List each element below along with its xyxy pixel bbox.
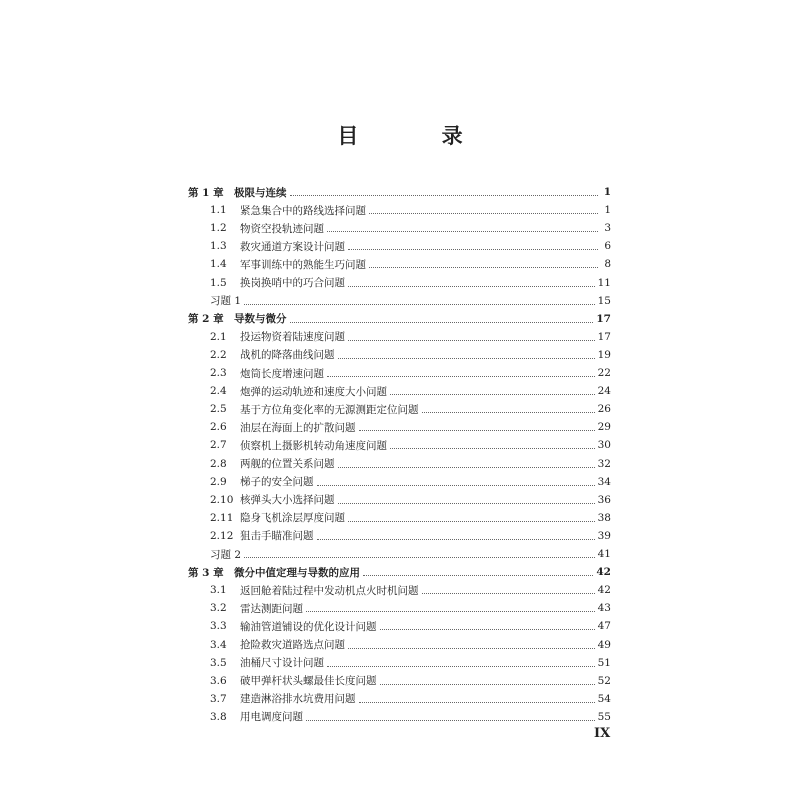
toc-leader-dots — [369, 266, 598, 268]
toc-leader-dots — [348, 647, 595, 649]
toc-entry-number: 3.4 — [210, 638, 227, 651]
toc-leader-dots — [359, 701, 595, 703]
toc-entry-page: 42 — [597, 584, 611, 597]
toc-entry-page: 51 — [597, 656, 611, 669]
toc-entry-title: 破甲弹杆状头螺最佳长度问题 — [240, 675, 377, 688]
toc-entry-page: 43 — [597, 602, 611, 615]
toc-entry-page: 49 — [597, 638, 611, 651]
toc-entry-number: 1.4 — [210, 258, 227, 271]
toc-entry-number: 2.9 — [210, 475, 227, 488]
toc-chapter-entry — [188, 563, 611, 581]
toc-entry-number: 2.8 — [210, 457, 227, 470]
toc-leader-dots — [348, 339, 595, 341]
toc-entry-title: 油层在海面上的扩散问题 — [240, 421, 356, 434]
toc-entry-page: 41 — [597, 548, 611, 560]
toc-entry-page: 52 — [597, 674, 611, 687]
toc-entry-title: 炮筒长度增速问题 — [240, 367, 324, 380]
toc-entry-number: 3.2 — [210, 602, 227, 615]
toc-section-entry — [210, 527, 611, 545]
toc-section-entry — [210, 581, 611, 599]
toc-leader-dots — [380, 683, 595, 685]
toc-entry-number: 3.5 — [210, 656, 227, 669]
toc-leader-dots — [290, 321, 594, 323]
toc-section-entry — [210, 328, 611, 346]
toc-section-entry — [210, 654, 611, 672]
toc-entry-number: 1.3 — [210, 240, 227, 253]
toc-entry-title: 雷达测距问题 — [240, 602, 303, 615]
toc-entry-title: 紧急集合中的路线选择问题 — [240, 204, 366, 217]
toc-entry-page: 54 — [597, 692, 611, 705]
toc-entry-number: 1.1 — [210, 204, 227, 217]
toc-section-entry — [210, 201, 611, 219]
toc-entry-page: 15 — [597, 294, 611, 307]
toc-entry-title: 投运物资着陆速度问题 — [240, 331, 345, 344]
toc-entry-page: 17 — [596, 312, 611, 325]
toc-entry-number: 第 1 章 — [188, 186, 224, 199]
toc-entry-title: 导数与微分 — [234, 313, 287, 326]
toc-entry-number: 3.8 — [210, 710, 227, 723]
toc-leader-dots — [380, 628, 595, 630]
toc-entry-number: 3.7 — [210, 692, 227, 705]
toc-entry-title: 战机的降落曲线问题 — [240, 349, 335, 362]
toc-entry-title: 建造淋浴排水坑费用问题 — [240, 693, 356, 706]
toc-entry-title: 救灾通道方案设计问题 — [240, 240, 345, 253]
toc-entry-number: 1.2 — [210, 222, 227, 235]
toc-section-entry — [210, 473, 611, 491]
toc-chapter-entry — [188, 310, 611, 328]
toc-section-entry — [210, 599, 611, 617]
toc-entry-title: 返回舱着陆过程中发动机点火时机问题 — [240, 584, 419, 597]
toc-leader-dots — [363, 574, 593, 576]
toc-entry-title: 炮弹的运动轨迹和速度大小问题 — [240, 385, 387, 398]
toc-entry-title: 用电调度问题 — [240, 711, 303, 724]
toc-entry-page: 29 — [597, 421, 611, 434]
toc-entry-title: 习题 1 — [210, 295, 242, 308]
toc-entry-number: 3.6 — [210, 674, 227, 687]
toc-section-entry — [210, 436, 611, 454]
toc-leader-dots — [317, 484, 595, 486]
toc-entry-page: 1 — [604, 204, 611, 217]
toc-entry-page: 42 — [596, 566, 611, 579]
toc-leader-dots — [317, 538, 595, 540]
toc-leader-dots — [359, 429, 595, 431]
toc-entry-title: 基于方位角变化率的无源测距定位问题 — [240, 403, 419, 416]
toc-entry-number: 1.5 — [210, 276, 227, 289]
toc-entry-title: 油桶尺寸设计问题 — [240, 657, 324, 670]
toc-leader-dots — [244, 303, 595, 305]
toc-entry-page: 17 — [597, 330, 611, 343]
toc-entry-title: 物资空投轨迹问题 — [240, 222, 324, 235]
toc-entry-title: 两舰的位置关系问题 — [240, 458, 335, 470]
toc-entry-page: 24 — [597, 385, 611, 398]
toc-section-entry — [210, 364, 611, 382]
toc-leader-dots — [338, 502, 595, 504]
toc-leader-dots — [390, 447, 595, 449]
toc-section-entry — [210, 219, 611, 237]
toc-entry-number: 2.1 — [210, 330, 227, 343]
toc-entry-number: 2.2 — [210, 348, 227, 361]
toc-section-entry — [210, 418, 611, 436]
toc-entry-title: 侦察机上摄影机转动角速度问题 — [240, 439, 387, 452]
toc-exercise-entry — [210, 292, 611, 310]
toc-entry-title: 军事训练中的熟能生巧问题 — [240, 258, 366, 271]
toc-entry-page: 34 — [597, 475, 611, 488]
toc-leader-dots — [369, 212, 598, 214]
toc-entry-title: 核弹头大小选择问题 — [240, 494, 335, 507]
page-title: 目 录 — [337, 123, 501, 148]
toc-leader-dots — [422, 592, 595, 594]
toc-entry-page: 11 — [597, 276, 611, 289]
toc-entry-title: 抢险救灾道路选点问题 — [240, 639, 345, 651]
toc-section-entry — [210, 455, 611, 473]
toc-entry-page: 8 — [604, 258, 611, 271]
toc-leader-dots — [306, 610, 595, 612]
toc-section-entry — [210, 382, 611, 400]
toc-section-entry — [210, 509, 611, 527]
toc-leader-dots — [348, 248, 598, 250]
toc-leader-dots — [338, 357, 595, 359]
toc-section-entry — [210, 690, 611, 708]
toc-leader-dots — [338, 466, 595, 468]
toc-section-entry — [210, 491, 611, 509]
toc-entry-page: 36 — [597, 493, 611, 506]
toc-section-entry — [210, 237, 611, 255]
toc-entry-page: 39 — [597, 529, 611, 542]
toc-entry-title: 换岗换哨中的巧合问题 — [240, 277, 345, 289]
toc-section-entry — [210, 255, 611, 273]
toc-section-entry — [210, 636, 611, 654]
page-number: IX — [594, 726, 611, 741]
toc-section-entry — [210, 346, 611, 364]
toc-leader-dots — [327, 375, 595, 377]
toc-section-entry — [210, 672, 611, 690]
toc-leader-dots — [348, 520, 595, 522]
toc-entry-number: 2.3 — [210, 367, 227, 379]
toc-entry-title: 微分中值定理与导数的应用 — [234, 566, 360, 579]
toc-entry-page: 47 — [597, 620, 611, 633]
toc-entry-title: 输油管道铺设的优化设计问题 — [240, 620, 377, 633]
toc-entry-page: 6 — [604, 240, 611, 253]
toc-entry-title: 隐身飞机涂层厚度问题 — [240, 512, 345, 525]
toc-entry-page: 55 — [597, 710, 611, 723]
toc-entry-number: 2.7 — [210, 439, 227, 452]
toc-entry-number: 2.5 — [210, 403, 227, 416]
toc-entry-page: 38 — [597, 511, 611, 524]
toc-leader-dots — [348, 285, 595, 287]
toc-entry-page: 19 — [597, 348, 611, 361]
toc-leader-dots — [327, 665, 595, 667]
toc-entry-number: 2.12 — [210, 529, 234, 542]
toc-entry-page: 22 — [597, 367, 611, 379]
toc-entry-page: 3 — [604, 222, 611, 235]
toc-entry-number: 2.4 — [210, 385, 227, 398]
toc-leader-dots — [306, 719, 595, 721]
toc-section-entry — [210, 400, 611, 418]
toc-entry-page: 32 — [597, 457, 611, 470]
toc-entry-number: 3.1 — [210, 584, 227, 597]
toc-entry-title: 极限与连续 — [234, 186, 287, 199]
toc-entry-page: 26 — [597, 403, 611, 416]
toc-leader-dots — [290, 194, 599, 196]
toc-entry-page: 1 — [603, 186, 611, 198]
toc-leader-dots — [327, 230, 598, 232]
toc-leader-dots — [244, 556, 595, 558]
toc-entry-number: 2.11 — [210, 511, 234, 524]
toc-entry-title: 习题 2 — [210, 548, 242, 561]
toc-section-entry — [210, 708, 611, 726]
toc-entry-number: 第 2 章 — [188, 313, 224, 326]
toc-entry-page: 30 — [597, 439, 611, 452]
toc-section-entry — [210, 274, 611, 292]
toc-entry-number: 2.6 — [210, 421, 227, 434]
toc-entry-number: 3.3 — [210, 620, 227, 633]
toc-exercise-entry — [210, 545, 611, 563]
toc-entry-title: 梯子的安全问题 — [240, 476, 314, 489]
toc-entry-number: 2.10 — [210, 493, 234, 506]
toc-entry-title: 狙击手瞄准问题 — [240, 530, 314, 543]
toc-section-entry — [210, 617, 611, 635]
toc-leader-dots — [390, 393, 595, 395]
toc-entry-number: 第 3 章 — [188, 566, 224, 579]
toc-chapter-entry — [188, 183, 611, 201]
toc-leader-dots — [422, 411, 595, 413]
